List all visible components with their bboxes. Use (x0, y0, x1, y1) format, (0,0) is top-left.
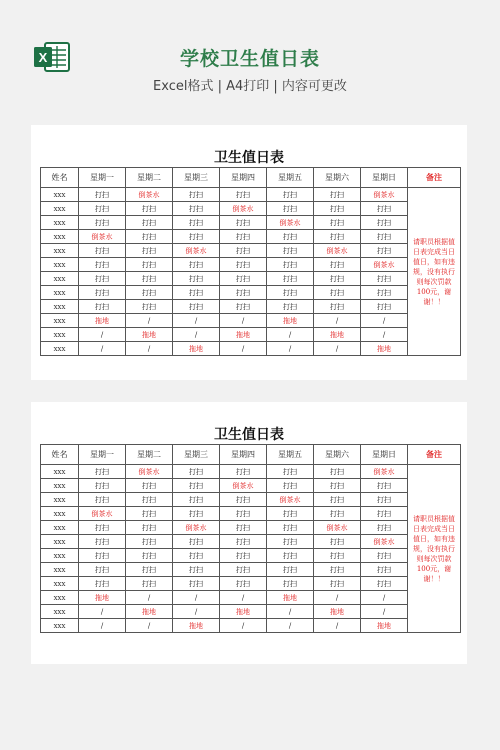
duty-cell: 倒茶水 (361, 535, 408, 549)
duty-cell: 打扫 (126, 258, 173, 272)
duty-cell: 拖地 (267, 591, 314, 605)
table-row (41, 479, 461, 493)
header-day: 星期六 (314, 445, 361, 465)
duty-cell: 打扫 (220, 493, 267, 507)
table-row (41, 521, 461, 535)
duty-cell: 打扫 (361, 230, 408, 244)
duty-cell: 打扫 (173, 258, 220, 272)
table-row (41, 535, 461, 549)
duty-cell: 打扫 (267, 202, 314, 216)
duty-cell: 拖地 (220, 605, 267, 619)
duty-cell: / (220, 314, 267, 328)
duty-cell: 打扫 (173, 507, 220, 521)
header-day: 星期日 (361, 445, 408, 465)
duty-cell: 拖地 (79, 591, 126, 605)
name-cell: xxx (41, 619, 79, 633)
table-row (41, 300, 461, 314)
duty-cell: 打扫 (314, 479, 361, 493)
name-cell: xxx (41, 563, 79, 577)
table-row (41, 549, 461, 563)
duty-cell: 拖地 (314, 605, 361, 619)
duty-cell: 打扫 (79, 549, 126, 563)
sheet-preview-1 (31, 125, 467, 380)
duty-cell: 打扫 (126, 202, 173, 216)
duty-cell: 拖地 (173, 619, 220, 633)
page-header (0, 0, 500, 110)
duty-cell: 打扫 (267, 465, 314, 479)
header-day: 星期二 (126, 445, 173, 465)
duty-cell: 打扫 (314, 216, 361, 230)
duty-cell: 打扫 (173, 188, 220, 202)
duty-cell: 打扫 (314, 286, 361, 300)
duty-cell: 打扫 (267, 563, 314, 577)
table-row (41, 230, 461, 244)
duty-cell: 打扫 (126, 549, 173, 563)
duty-cell: 拖地 (126, 328, 173, 342)
name-cell: xxx (41, 300, 79, 314)
table-row (41, 328, 461, 342)
duty-cell: 打扫 (314, 507, 361, 521)
duty-cell: 拖地 (267, 314, 314, 328)
name-cell: xxx (41, 314, 79, 328)
duty-cell: 拖地 (173, 342, 220, 356)
sheet-title: 卫生值日表 (214, 150, 284, 166)
duty-cell: 打扫 (79, 465, 126, 479)
duty-cell: 打扫 (267, 258, 314, 272)
table-row (41, 577, 461, 591)
duty-cell: 打扫 (361, 577, 408, 591)
header-day: 星期五 (267, 168, 314, 188)
duty-cell: / (361, 314, 408, 328)
name-cell: xxx (41, 577, 79, 591)
duty-cell: 打扫 (220, 549, 267, 563)
name-cell: xxx (41, 535, 79, 549)
duty-cell: 打扫 (361, 493, 408, 507)
table-row (41, 216, 461, 230)
name-cell: xxx (41, 188, 79, 202)
duty-cell: 打扫 (220, 258, 267, 272)
duty-cell: 倒茶水 (173, 244, 220, 258)
header-remark: 备注 (408, 168, 461, 188)
duty-cell: 打扫 (126, 272, 173, 286)
duty-cell: 倒茶水 (220, 202, 267, 216)
table-row (41, 314, 461, 328)
duty-cell: / (267, 342, 314, 356)
duty-cell: 打扫 (220, 230, 267, 244)
duty-cell: 打扫 (314, 563, 361, 577)
duty-cell: 打扫 (126, 286, 173, 300)
duty-cell: 打扫 (126, 507, 173, 521)
duty-cell: 倒茶水 (314, 244, 361, 258)
duty-cell: / (361, 591, 408, 605)
duty-cell: / (220, 342, 267, 356)
name-cell: xxx (41, 244, 79, 258)
duty-cell: 打扫 (314, 188, 361, 202)
duty-cell: 拖地 (79, 314, 126, 328)
duty-cell: / (267, 619, 314, 633)
sheet-preview-2 (31, 402, 467, 664)
duty-cell: 打扫 (79, 202, 126, 216)
duty-cell: 打扫 (314, 300, 361, 314)
table-row (41, 507, 461, 521)
name-cell: xxx (41, 258, 79, 272)
table-row (41, 605, 461, 619)
duty-cell: 打扫 (126, 521, 173, 535)
duty-cell: 打扫 (220, 216, 267, 230)
duty-cell: / (314, 591, 361, 605)
table-row (41, 286, 461, 300)
duty-cell: 打扫 (361, 286, 408, 300)
duty-cell: 打扫 (126, 535, 173, 549)
duty-cell: 打扫 (79, 216, 126, 230)
duty-cell: / (267, 328, 314, 342)
duty-cell: 打扫 (126, 300, 173, 314)
duty-cell: 拖地 (361, 619, 408, 633)
duty-cell: / (173, 328, 220, 342)
duty-cell: 拖地 (361, 342, 408, 356)
duty-cell: 打扫 (361, 549, 408, 563)
duty-cell: 倒茶水 (126, 465, 173, 479)
name-cell: xxx (41, 465, 79, 479)
table-row (41, 244, 461, 258)
duty-cell: / (314, 314, 361, 328)
duty-cell: 打扫 (79, 286, 126, 300)
duty-cell: 倒茶水 (79, 230, 126, 244)
name-cell: xxx (41, 591, 79, 605)
duty-cell: 打扫 (79, 563, 126, 577)
table-row (41, 465, 461, 479)
duty-cell: 打扫 (79, 244, 126, 258)
duty-cell: 打扫 (267, 507, 314, 521)
duty-cell: 打扫 (220, 272, 267, 286)
duty-cell: 拖地 (220, 328, 267, 342)
duty-cell: 倒茶水 (361, 188, 408, 202)
duty-cell: 打扫 (267, 230, 314, 244)
duty-cell: 打扫 (79, 521, 126, 535)
duty-cell: 拖地 (126, 605, 173, 619)
table-row (41, 563, 461, 577)
duty-cell: 打扫 (314, 577, 361, 591)
duty-cell: 打扫 (79, 535, 126, 549)
table-row (41, 619, 461, 633)
duty-cell: / (267, 605, 314, 619)
duty-cell: / (314, 342, 361, 356)
duty-cell: 打扫 (79, 493, 126, 507)
duty-cell: / (79, 328, 126, 342)
duty-cell: 打扫 (126, 244, 173, 258)
table-row (41, 258, 461, 272)
duty-cell: 打扫 (361, 300, 408, 314)
header-name: 姓名 (41, 445, 79, 465)
duty-cell: 打扫 (267, 479, 314, 493)
duty-cell: 倒茶水 (126, 188, 173, 202)
duty-cell: 打扫 (126, 493, 173, 507)
duty-cell: 打扫 (314, 230, 361, 244)
name-cell: xxx (41, 549, 79, 563)
duty-cell: 打扫 (220, 577, 267, 591)
duty-cell: 打扫 (220, 465, 267, 479)
duty-cell: 打扫 (314, 493, 361, 507)
duty-cell: / (173, 314, 220, 328)
duty-cell: 打扫 (314, 535, 361, 549)
duty-cell: 打扫 (361, 507, 408, 521)
duty-cell: 打扫 (220, 563, 267, 577)
sheet-title: 卫生值日表 (214, 427, 284, 443)
duty-cell: 打扫 (220, 188, 267, 202)
duty-cell: 打扫 (267, 244, 314, 258)
name-cell: xxx (41, 507, 79, 521)
duty-cell: 拖地 (314, 328, 361, 342)
duty-cell: 打扫 (173, 549, 220, 563)
header-remark: 备注 (408, 445, 461, 465)
duty-cell: 打扫 (314, 258, 361, 272)
remark-cell: 请职员根据值日表完成当日值日，如有违规，没有执行则每次罚款100元，谢谢！！ (408, 188, 461, 356)
remark-cell: 请职员根据值日表完成当日值日，如有违规，没有执行则每次罚款100元，谢谢！！ (408, 465, 461, 633)
duty-cell: 打扫 (361, 479, 408, 493)
duty-cell: 打扫 (220, 244, 267, 258)
duty-cell: 倒茶水 (361, 258, 408, 272)
duty-cell: / (126, 314, 173, 328)
duty-cell: / (79, 619, 126, 633)
duty-cell: / (314, 619, 361, 633)
duty-cell: / (126, 591, 173, 605)
page-title: 学校卫生值日表 (179, 48, 320, 70)
duty-cell: 打扫 (267, 535, 314, 549)
header-day: 星期三 (173, 445, 220, 465)
logo-letter: X (38, 50, 48, 65)
duty-cell: / (361, 328, 408, 342)
duty-table (40, 444, 461, 633)
duty-cell: 打扫 (314, 202, 361, 216)
duty-cell: 打扫 (267, 521, 314, 535)
duty-cell: / (79, 342, 126, 356)
duty-cell: 打扫 (267, 188, 314, 202)
duty-cell: 倒茶水 (314, 521, 361, 535)
duty-cell: 打扫 (361, 202, 408, 216)
duty-cell: 打扫 (314, 465, 361, 479)
duty-cell: 打扫 (173, 286, 220, 300)
table-row (41, 202, 461, 216)
duty-cell: 打扫 (220, 535, 267, 549)
duty-cell: / (361, 605, 408, 619)
duty-cell: 打扫 (220, 286, 267, 300)
duty-cell: 打扫 (173, 230, 220, 244)
duty-cell: 倒茶水 (173, 521, 220, 535)
duty-cell: 打扫 (314, 549, 361, 563)
duty-cell: 打扫 (79, 258, 126, 272)
duty-table (40, 167, 461, 356)
name-cell: xxx (41, 272, 79, 286)
header-day: 星期三 (173, 168, 220, 188)
duty-cell: 打扫 (267, 549, 314, 563)
duty-cell: 打扫 (173, 465, 220, 479)
duty-cell: 打扫 (173, 202, 220, 216)
duty-cell: 倒茶水 (220, 479, 267, 493)
duty-cell: 打扫 (267, 577, 314, 591)
duty-cell: 打扫 (126, 216, 173, 230)
header-day: 星期六 (314, 168, 361, 188)
duty-cell: 打扫 (361, 563, 408, 577)
duty-cell: 打扫 (361, 244, 408, 258)
duty-cell: 打扫 (267, 300, 314, 314)
duty-cell: 打扫 (173, 577, 220, 591)
duty-cell: / (173, 605, 220, 619)
header-day: 星期四 (220, 168, 267, 188)
page-subtitle: Excel格式 | A4打印 | 内容可更改 (153, 79, 347, 94)
duty-cell: 打扫 (126, 563, 173, 577)
duty-cell: 打扫 (79, 577, 126, 591)
duty-cell: 打扫 (173, 300, 220, 314)
table-header-row (41, 168, 461, 188)
duty-cell: 打扫 (173, 493, 220, 507)
duty-cell: 打扫 (173, 535, 220, 549)
header-day: 星期日 (361, 168, 408, 188)
duty-cell: 打扫 (361, 521, 408, 535)
name-cell: xxx (41, 328, 79, 342)
name-cell: xxx (41, 202, 79, 216)
duty-cell: 倒茶水 (267, 216, 314, 230)
duty-cell: / (220, 619, 267, 633)
name-cell: xxx (41, 286, 79, 300)
duty-cell: 打扫 (267, 286, 314, 300)
name-cell: xxx (41, 493, 79, 507)
duty-cell: 打扫 (79, 188, 126, 202)
duty-cell: 打扫 (126, 230, 173, 244)
duty-cell: 倒茶水 (361, 465, 408, 479)
duty-cell: / (79, 605, 126, 619)
duty-cell: 打扫 (79, 300, 126, 314)
duty-cell: 打扫 (220, 507, 267, 521)
name-cell: xxx (41, 605, 79, 619)
duty-cell: 打扫 (79, 479, 126, 493)
name-cell: xxx (41, 479, 79, 493)
header-day: 星期二 (126, 168, 173, 188)
name-cell: xxx (41, 230, 79, 244)
duty-cell: 打扫 (314, 272, 361, 286)
name-cell: xxx (41, 216, 79, 230)
header-day: 星期一 (79, 445, 126, 465)
table-row (41, 342, 461, 356)
duty-cell: 打扫 (361, 216, 408, 230)
duty-cell: / (220, 591, 267, 605)
duty-cell: 打扫 (173, 216, 220, 230)
duty-cell: / (126, 619, 173, 633)
duty-cell: / (173, 591, 220, 605)
duty-cell: / (126, 342, 173, 356)
table-row (41, 493, 461, 507)
header-name: 姓名 (41, 168, 79, 188)
duty-cell: 打扫 (126, 479, 173, 493)
duty-cell: 打扫 (173, 479, 220, 493)
duty-cell: 打扫 (220, 521, 267, 535)
name-cell: xxx (41, 521, 79, 535)
name-cell: xxx (41, 342, 79, 356)
table-row (41, 188, 461, 202)
duty-cell: 倒茶水 (267, 493, 314, 507)
header-day: 星期五 (267, 445, 314, 465)
duty-cell: 打扫 (79, 272, 126, 286)
table-row (41, 591, 461, 605)
header-day: 星期一 (79, 168, 126, 188)
duty-cell: 倒茶水 (79, 507, 126, 521)
duty-cell: 打扫 (267, 272, 314, 286)
duty-cell: 打扫 (361, 272, 408, 286)
table-header-row (41, 445, 461, 465)
table-row (41, 272, 461, 286)
duty-cell: 打扫 (173, 272, 220, 286)
duty-cell: 打扫 (173, 563, 220, 577)
duty-cell: 打扫 (220, 300, 267, 314)
duty-cell: 打扫 (126, 577, 173, 591)
header-day: 星期四 (220, 445, 267, 465)
